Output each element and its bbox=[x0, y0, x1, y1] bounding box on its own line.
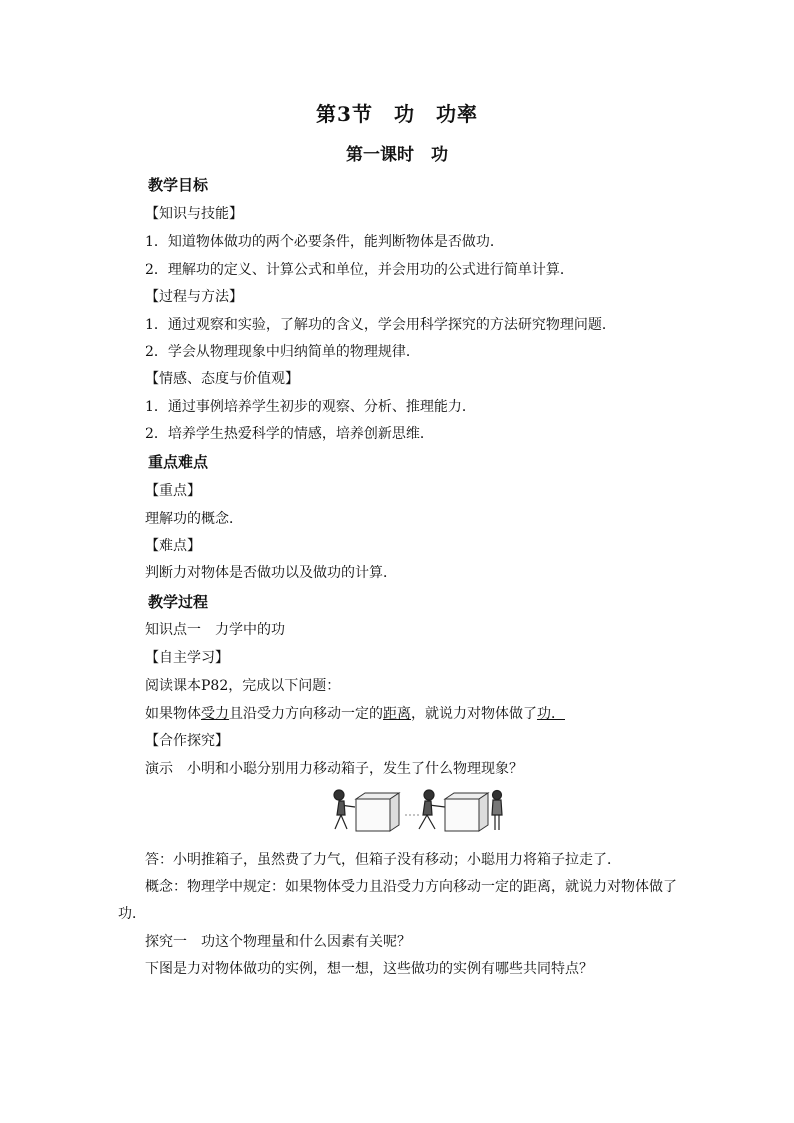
push-pull-box-illustration bbox=[325, 785, 505, 840]
difficulty-text: 判断力对物体是否做功以及做功的计算． bbox=[145, 565, 397, 581]
self-study-intro: 阅读课本P82，完成以下问题： bbox=[145, 678, 341, 694]
cooperative-heading: 【合作探究】 bbox=[145, 733, 229, 749]
focus-heading: 【重点】 bbox=[145, 483, 201, 499]
focus-text: 理解功的概念． bbox=[145, 511, 243, 527]
explore-one-question: 探究一 功这个物理量和什么因素有关呢？ bbox=[145, 934, 411, 950]
knowledge-heading: 【知识与技能】 bbox=[145, 206, 243, 222]
kid-pulling-figure bbox=[419, 790, 445, 829]
kid-standing-figure bbox=[492, 791, 502, 831]
key-points-heading: 重点难点 bbox=[148, 453, 209, 471]
definition-fill-in bbox=[145, 705, 565, 723]
answer-text: 答：小明推箱子，虽然费了力气，但箱子没有移动；小聪用力将箱子拉走了． bbox=[145, 852, 621, 868]
explore-one-text: 下图是力对物体做功的实例，想一想，这些做功的实例有哪些共同特点？ bbox=[145, 961, 593, 977]
box-one bbox=[356, 793, 399, 831]
self-study-heading: 【自主学习】 bbox=[145, 650, 229, 666]
box-two bbox=[445, 793, 488, 831]
knowledge-item-2: 2．理解功的定义、计算公式和单位，并会用功的公式进行简单计算． bbox=[145, 262, 574, 278]
process-heading: 教学过程 bbox=[148, 593, 209, 611]
goals-heading: 教学目标 bbox=[148, 176, 209, 194]
knowledge-item-1: 1．知道物体做功的两个必要条件，能判断物体是否做功． bbox=[145, 234, 504, 250]
concept-line-2: 功． bbox=[118, 906, 146, 922]
definition-blank-2: 距离 bbox=[383, 706, 411, 722]
process-method-heading: 【过程与方法】 bbox=[145, 289, 243, 305]
concept-line-1: 概念：物理学中规定：如果物体受力且沿受力方向移动一定的距离，就说力对物体做了 bbox=[145, 879, 677, 895]
emotion-item-1: 1．通过事例培养学生初步的观察、分析、推理能力． bbox=[145, 399, 476, 415]
kid-pushing-figure bbox=[334, 790, 355, 829]
definition-part-2: 且沿受力方向移动一定的 bbox=[229, 706, 383, 722]
definition-blank-1: 受力 bbox=[201, 706, 229, 722]
process-item-2: 2．学会从物理现象中归纳简单的物理规律． bbox=[145, 344, 420, 360]
difficulty-heading: 【难点】 bbox=[145, 538, 201, 554]
process-item-1: 1．通过观察和实验，了解功的含义，学会用科学探究的方法研究物理问题． bbox=[145, 317, 616, 333]
page-title: 第3节 功 功率 bbox=[316, 102, 478, 126]
emotion-item-2: 2．培养学生热爱科学的情感，培养创新思维． bbox=[145, 426, 434, 442]
knowledge-point-1: 知识点一 力学中的功 bbox=[145, 622, 285, 638]
emotion-heading: 【情感、态度与价值观】 bbox=[145, 371, 299, 387]
definition-blank-3: 功． bbox=[537, 706, 565, 722]
demo-text: 演示 小明和小聪分别用力移动箱子，发生了什么物理现象？ bbox=[145, 761, 523, 777]
definition-part-3: ，就说力对物体做了 bbox=[411, 706, 537, 722]
definition-part-1: 如果物体 bbox=[145, 706, 201, 722]
page-subtitle: 第一课时 功 bbox=[346, 145, 448, 165]
